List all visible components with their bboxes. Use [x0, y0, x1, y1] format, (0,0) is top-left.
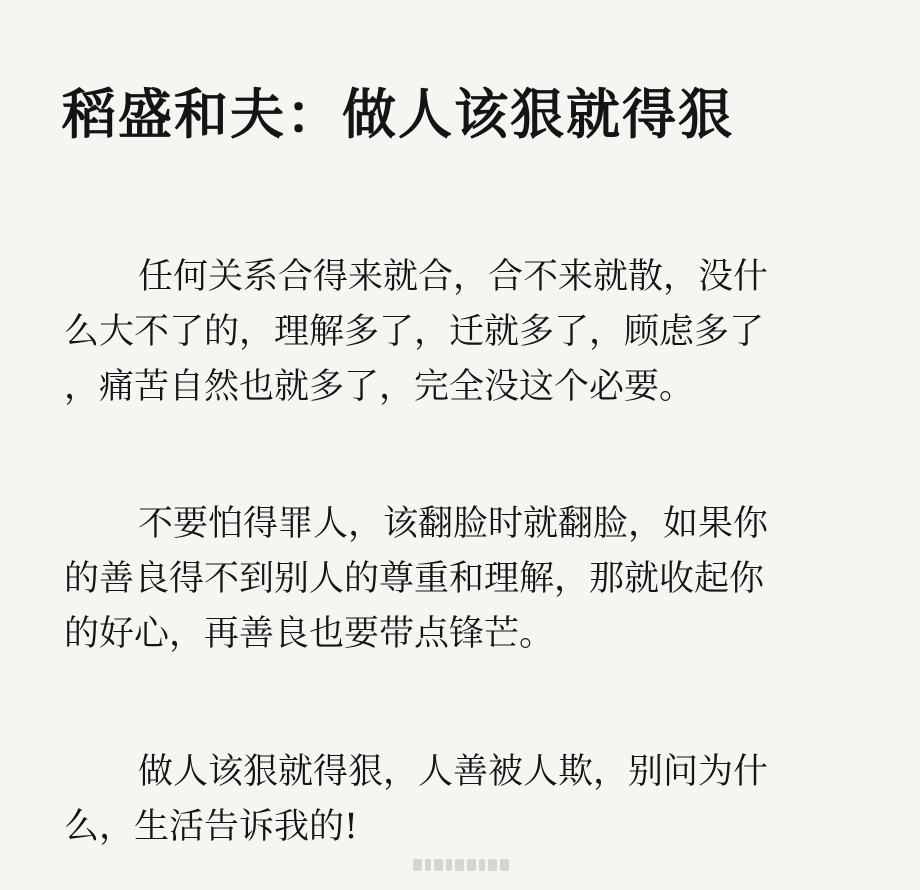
paragraph-2 — [64, 497, 864, 662]
watermark-mark — [434, 859, 443, 871]
watermark-mark — [467, 859, 476, 871]
paragraph-line: 么大不了的，理解多了，迁就多了，顾虑多了 — [64, 312, 765, 352]
paragraph-line: 的好心，再善良也要带点锋芒。 — [64, 614, 555, 654]
paragraph-3 — [64, 745, 864, 855]
article-title: 稻盛和夫：做人该狠就得狠 — [62, 82, 734, 146]
watermark — [413, 852, 548, 878]
watermark-mark — [413, 859, 422, 871]
paragraph-line: 不要怕得罪人，该翻脸时就翻脸，如果你 — [138, 504, 769, 544]
paragraph-line: 么，生活告诉我的! — [64, 807, 359, 847]
paragraph-line: 的善良得不到别人的尊重和理解，那就收起你 — [64, 559, 765, 599]
paragraph-1 — [64, 250, 864, 415]
paragraph-line: 做人该狠就得狠，人善被人欺，别问为什 — [138, 752, 769, 792]
watermark-mark — [500, 859, 509, 871]
watermark-mark — [488, 859, 497, 871]
paragraph-line: ，痛苦自然也就多了，完全没这个必要。 — [64, 367, 695, 407]
paragraph-line: 任何关系合得来就合，合不来就散，没什 — [138, 257, 769, 297]
watermark-mark — [455, 859, 464, 871]
watermark-mark — [425, 859, 431, 871]
watermark-mark — [446, 859, 452, 871]
watermark-mark — [479, 859, 485, 871]
